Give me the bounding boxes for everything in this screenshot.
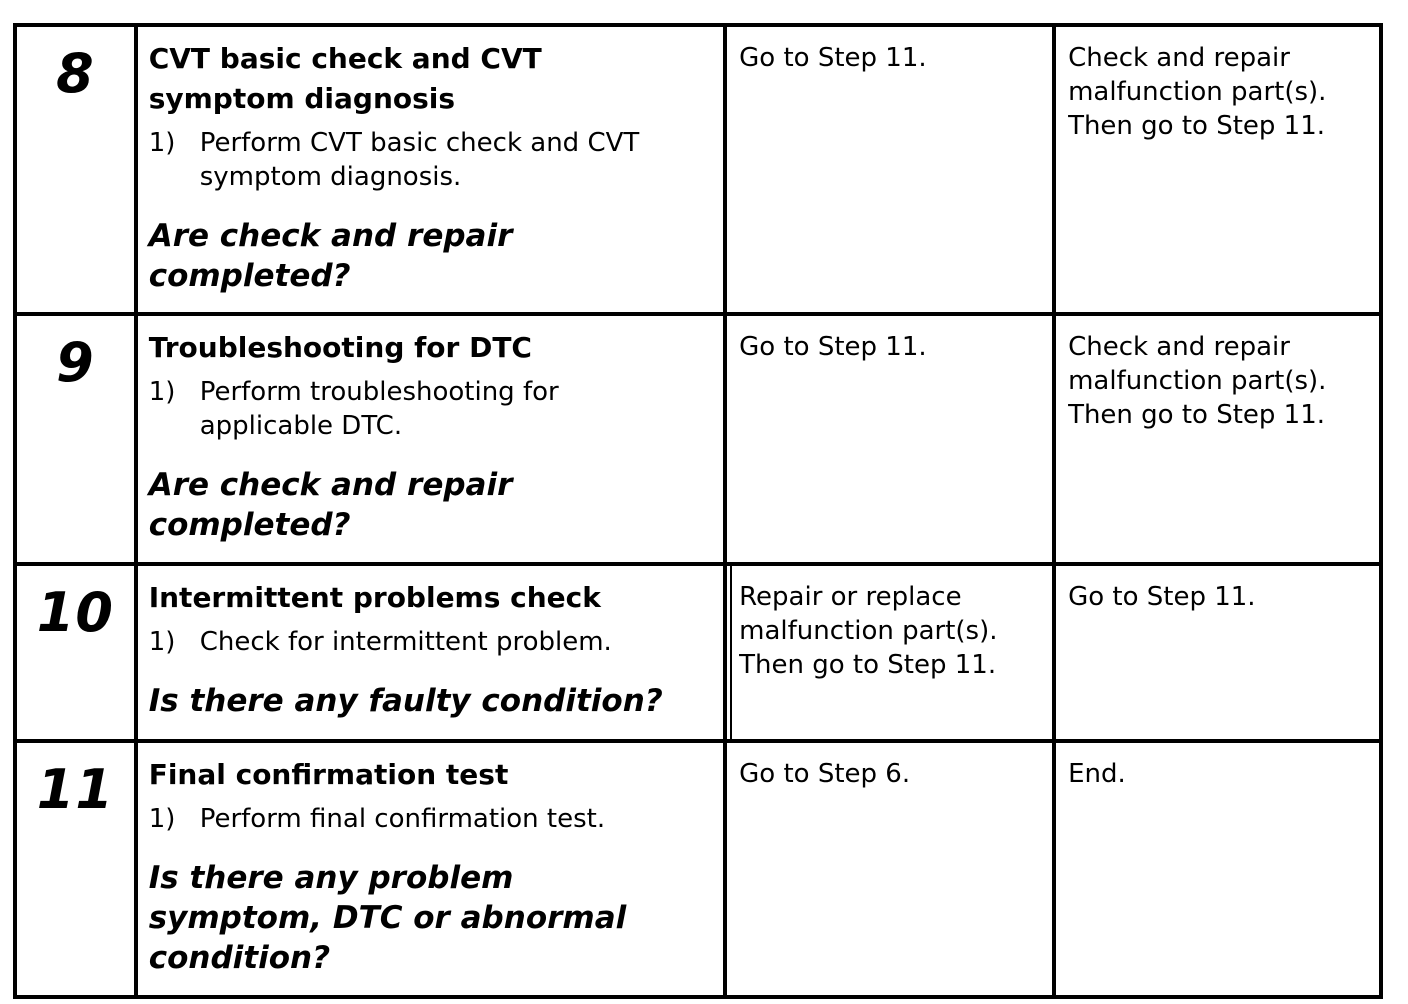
step-title-line: Troubleshooting for DTC <box>148 331 532 364</box>
troubleshooting-table <box>13 23 1383 999</box>
no-result-line: Check and repair <box>1068 43 1290 73</box>
yes-result-cell <box>725 25 1054 314</box>
question-line: completed? <box>148 258 351 294</box>
instruction-line: symptom diagnosis. <box>199 162 462 192</box>
question-line: Are check and repair <box>148 467 513 503</box>
step-title <box>149 39 709 119</box>
step-action-cell <box>136 314 725 564</box>
step-question <box>149 216 709 296</box>
yes-result-line: Go to Step 6. <box>739 759 911 789</box>
instruction-number: 1) <box>148 128 176 158</box>
question-line: symptom, DTC or abnormal <box>148 900 627 936</box>
yes-result-cell <box>725 564 1054 741</box>
step-number: 10 <box>36 581 114 644</box>
step-instruction <box>149 625 709 659</box>
step-question <box>149 681 709 721</box>
instruction-line: Perform final confirmation test. <box>199 804 606 834</box>
question-line: Is there any problem <box>148 860 514 896</box>
step-number: 11 <box>36 758 114 821</box>
table-row-step-8 <box>15 25 1381 314</box>
no-result-line: Check and repair <box>1068 332 1290 362</box>
step-number-cell <box>15 741 136 997</box>
yes-result-line: Go to Step 11. <box>739 332 927 362</box>
question-line: Is there any faulty condition? <box>148 683 663 719</box>
yes-result-line: Then go to Step 11. <box>739 650 997 680</box>
step-action-cell <box>136 25 725 314</box>
question-line: completed? <box>148 507 351 543</box>
step-number-cell <box>15 25 136 314</box>
no-result-cell <box>1054 564 1381 741</box>
step-question <box>149 465 709 545</box>
table-row-step-10 <box>15 564 1381 741</box>
table-row-step-9 <box>15 314 1381 564</box>
instruction-line: Perform CVT basic check and CVT <box>199 128 640 158</box>
step-instruction <box>149 375 709 443</box>
no-result-line: malfunction part(s). <box>1068 77 1327 107</box>
instruction-line: Perform troubleshooting for <box>199 377 559 407</box>
yes-result-line: Repair or replace <box>739 582 962 612</box>
step-title <box>149 578 709 618</box>
step-title <box>149 755 709 795</box>
instruction-number: 1) <box>148 377 176 407</box>
step-title-line: Intermittent problems check <box>148 581 601 614</box>
no-result-line: End. <box>1068 759 1126 789</box>
instruction-number: 1) <box>148 804 176 834</box>
yes-result-cell <box>725 314 1054 564</box>
no-result-cell <box>1054 741 1381 997</box>
yes-result-cell <box>725 741 1054 997</box>
no-result-line: Then go to Step 11. <box>1068 111 1326 141</box>
step-number-cell <box>15 564 136 741</box>
step-title-line: Final confirmation test <box>148 758 509 791</box>
yes-result-line: Go to Step 11. <box>739 43 927 73</box>
question-line: condition? <box>148 940 331 976</box>
table-row-step-11 <box>15 741 1381 997</box>
yes-result-line: malfunction part(s). <box>739 616 998 646</box>
instruction-text <box>200 802 709 836</box>
question-line: Are check and repair <box>148 218 513 254</box>
step-question <box>149 858 709 978</box>
step-instruction <box>149 126 709 194</box>
no-result-cell <box>1054 314 1381 564</box>
step-title-line: symptom diagnosis <box>148 82 456 115</box>
no-result-cell <box>1054 25 1381 314</box>
instruction-text <box>200 126 709 194</box>
no-result-line: Go to Step 11. <box>1068 582 1256 612</box>
step-instruction <box>149 802 709 836</box>
instruction-text <box>200 625 709 659</box>
instruction-number: 1) <box>148 627 176 657</box>
step-title <box>149 328 709 368</box>
step-number: 9 <box>56 331 95 394</box>
instruction-line: applicable DTC. <box>199 411 403 441</box>
no-result-line: malfunction part(s). <box>1068 366 1327 396</box>
step-number-cell <box>15 314 136 564</box>
instruction-line: Check for intermittent problem. <box>199 627 612 657</box>
no-result-line: Then go to Step 11. <box>1068 400 1326 430</box>
step-action-cell <box>136 564 725 741</box>
instruction-text <box>200 375 709 443</box>
step-action-cell <box>136 741 725 997</box>
step-title-line: CVT basic check and CVT <box>148 42 542 75</box>
step-number: 8 <box>56 42 95 105</box>
